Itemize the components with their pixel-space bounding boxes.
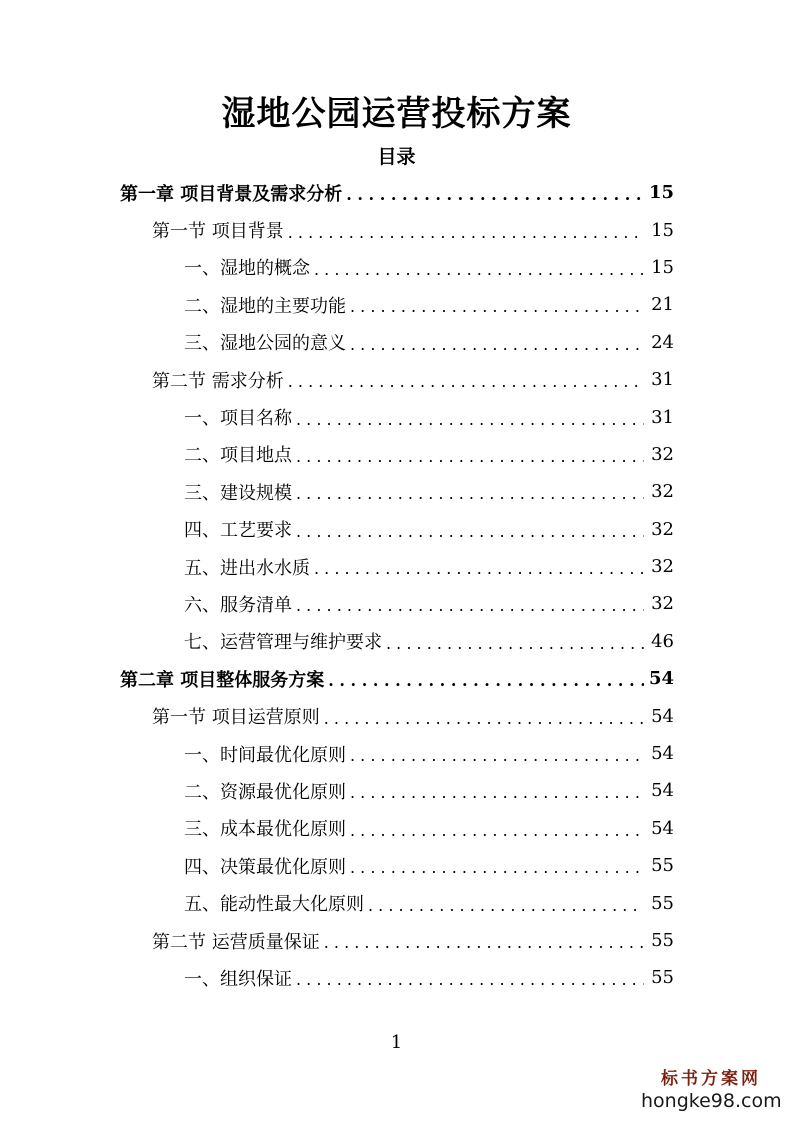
toc-dot-leader bbox=[296, 522, 644, 541]
watermark-logo bbox=[641, 1068, 781, 1112]
toc-dot-leader bbox=[346, 185, 644, 204]
toc-subsection-entry[interactable] bbox=[0, 884, 674, 921]
toc-section-entry[interactable] bbox=[0, 922, 674, 959]
document-title: 湿地公园运营投标方案 bbox=[221, 94, 572, 134]
toc-page-number: 32 bbox=[651, 556, 674, 578]
toc-entry-label: 三、湿地公园的意义 bbox=[184, 333, 346, 355]
toc-dot-leader bbox=[350, 335, 644, 354]
table-of-contents bbox=[0, 174, 793, 997]
toc-dot-leader bbox=[350, 746, 644, 765]
toc-subsection-entry[interactable] bbox=[0, 772, 674, 809]
toc-page-number: 54 bbox=[651, 780, 674, 802]
toc-dot-leader bbox=[350, 858, 644, 877]
toc-entry-label: 七、运营管理与维护要求 bbox=[184, 632, 382, 654]
toc-dot-leader bbox=[296, 447, 644, 466]
toc-dot-leader bbox=[296, 596, 644, 615]
toc-dot-leader bbox=[324, 933, 644, 952]
toc-page-number: 21 bbox=[651, 294, 674, 316]
toc-page-number: 54 bbox=[648, 668, 674, 690]
toc-dot-leader bbox=[350, 783, 644, 802]
toc-entry-label: 六、服务清单 bbox=[184, 594, 292, 616]
toc-subsection-entry[interactable] bbox=[0, 959, 674, 996]
toc-dot-leader bbox=[386, 634, 644, 653]
toc-subsection-entry[interactable] bbox=[0, 511, 674, 548]
toc-dot-leader bbox=[296, 484, 644, 503]
toc-page-number: 54 bbox=[651, 743, 674, 765]
toc-subsection-entry[interactable] bbox=[0, 810, 674, 847]
toc-subsection-entry[interactable] bbox=[0, 585, 674, 622]
toc-dot-leader bbox=[314, 559, 644, 578]
toc-entry-label: 二、湿地的主要功能 bbox=[184, 295, 346, 317]
toc-chapter-entry[interactable] bbox=[0, 660, 674, 697]
toc-entry-label: 第一节 项目背景 bbox=[152, 221, 284, 243]
toc-subsection-entry[interactable] bbox=[0, 623, 674, 660]
toc-entry-label: 五、进出水水质 bbox=[184, 557, 310, 579]
watermark-name: 标书方案网 bbox=[661, 1069, 761, 1089]
toc-subsection-entry[interactable] bbox=[0, 286, 674, 323]
toc-page-number: 32 bbox=[651, 481, 674, 503]
toc-entry-label: 第二节 需求分析 bbox=[152, 370, 284, 392]
toc-entry-label: 二、资源最优化原则 bbox=[184, 781, 346, 803]
toc-entry-label: 第一章 项目背景及需求分析 bbox=[120, 183, 343, 205]
toc-entry-label: 三、成本最优化原则 bbox=[184, 819, 346, 841]
toc-page-number: 24 bbox=[651, 331, 674, 353]
toc-section-entry[interactable] bbox=[0, 211, 674, 248]
toc-dot-leader bbox=[296, 970, 644, 989]
toc-chapter-entry[interactable] bbox=[0, 174, 674, 211]
toc-entry-label: 四、工艺要求 bbox=[184, 520, 292, 542]
toc-page-number: 32 bbox=[651, 593, 674, 615]
toc-section-entry[interactable] bbox=[0, 697, 674, 734]
toc-entry-label: 一、组织保证 bbox=[184, 968, 292, 990]
toc-page-number: 55 bbox=[651, 930, 674, 951]
toc-page-number: 55 bbox=[651, 855, 674, 877]
toc-dot-leader bbox=[314, 260, 644, 279]
toc-page-number: 54 bbox=[651, 817, 674, 839]
toc-entry-label: 五、能动性最大化原则 bbox=[184, 894, 364, 916]
toc-dot-leader bbox=[368, 896, 644, 915]
toc-entry-label: 第二节 运营质量保证 bbox=[152, 931, 320, 953]
toc-dot-leader bbox=[328, 671, 644, 690]
toc-subsection-entry[interactable] bbox=[0, 735, 674, 772]
toc-page-number: 15 bbox=[651, 219, 674, 241]
toc-entry-label: 一、时间最优化原则 bbox=[184, 744, 346, 766]
toc-dot-leader bbox=[350, 821, 644, 840]
toc-subsection-entry[interactable] bbox=[0, 398, 674, 435]
toc-subsection-entry[interactable] bbox=[0, 548, 674, 585]
watermark-url: hongke98.com bbox=[641, 1090, 782, 1112]
toc-dot-leader bbox=[324, 709, 644, 728]
toc-dot-leader bbox=[296, 410, 644, 429]
toc-page-number: 15 bbox=[651, 256, 674, 278]
toc-entry-label: 四、决策最优化原则 bbox=[184, 856, 346, 878]
toc-page-number: 31 bbox=[651, 406, 674, 428]
toc-subsection-entry[interactable] bbox=[0, 436, 674, 473]
toc-page-number: 54 bbox=[651, 705, 674, 727]
toc-page-number: 55 bbox=[651, 892, 674, 914]
toc-entry-label: 一、湿地的概念 bbox=[184, 258, 310, 280]
page-number: 1 bbox=[390, 1032, 403, 1053]
toc-entry-label: 二、项目地点 bbox=[184, 445, 292, 467]
toc-dot-leader bbox=[350, 297, 644, 316]
toc-entry-label: 第二章 项目整体服务方案 bbox=[120, 669, 325, 691]
toc-page-number: 32 bbox=[651, 443, 674, 465]
toc-section-entry[interactable] bbox=[0, 361, 674, 398]
toc-page-number: 15 bbox=[648, 182, 674, 204]
toc-page-number: 46 bbox=[651, 630, 674, 652]
toc-page-number: 31 bbox=[651, 369, 674, 391]
toc-page-number: 55 bbox=[651, 967, 674, 989]
toc-heading: 目录 bbox=[377, 146, 416, 168]
toc-subsection-entry[interactable] bbox=[0, 847, 674, 884]
toc-entry-label: 第一节 项目运营原则 bbox=[152, 707, 320, 729]
toc-entry-label: 三、建设规模 bbox=[184, 482, 292, 504]
toc-entry-label: 一、项目名称 bbox=[184, 408, 292, 430]
toc-subsection-entry[interactable] bbox=[0, 249, 674, 286]
toc-dot-leader bbox=[288, 372, 644, 391]
toc-subsection-entry[interactable] bbox=[0, 324, 674, 361]
toc-subsection-entry[interactable] bbox=[0, 473, 674, 510]
toc-dot-leader bbox=[288, 223, 644, 242]
toc-page-number: 32 bbox=[651, 518, 674, 540]
